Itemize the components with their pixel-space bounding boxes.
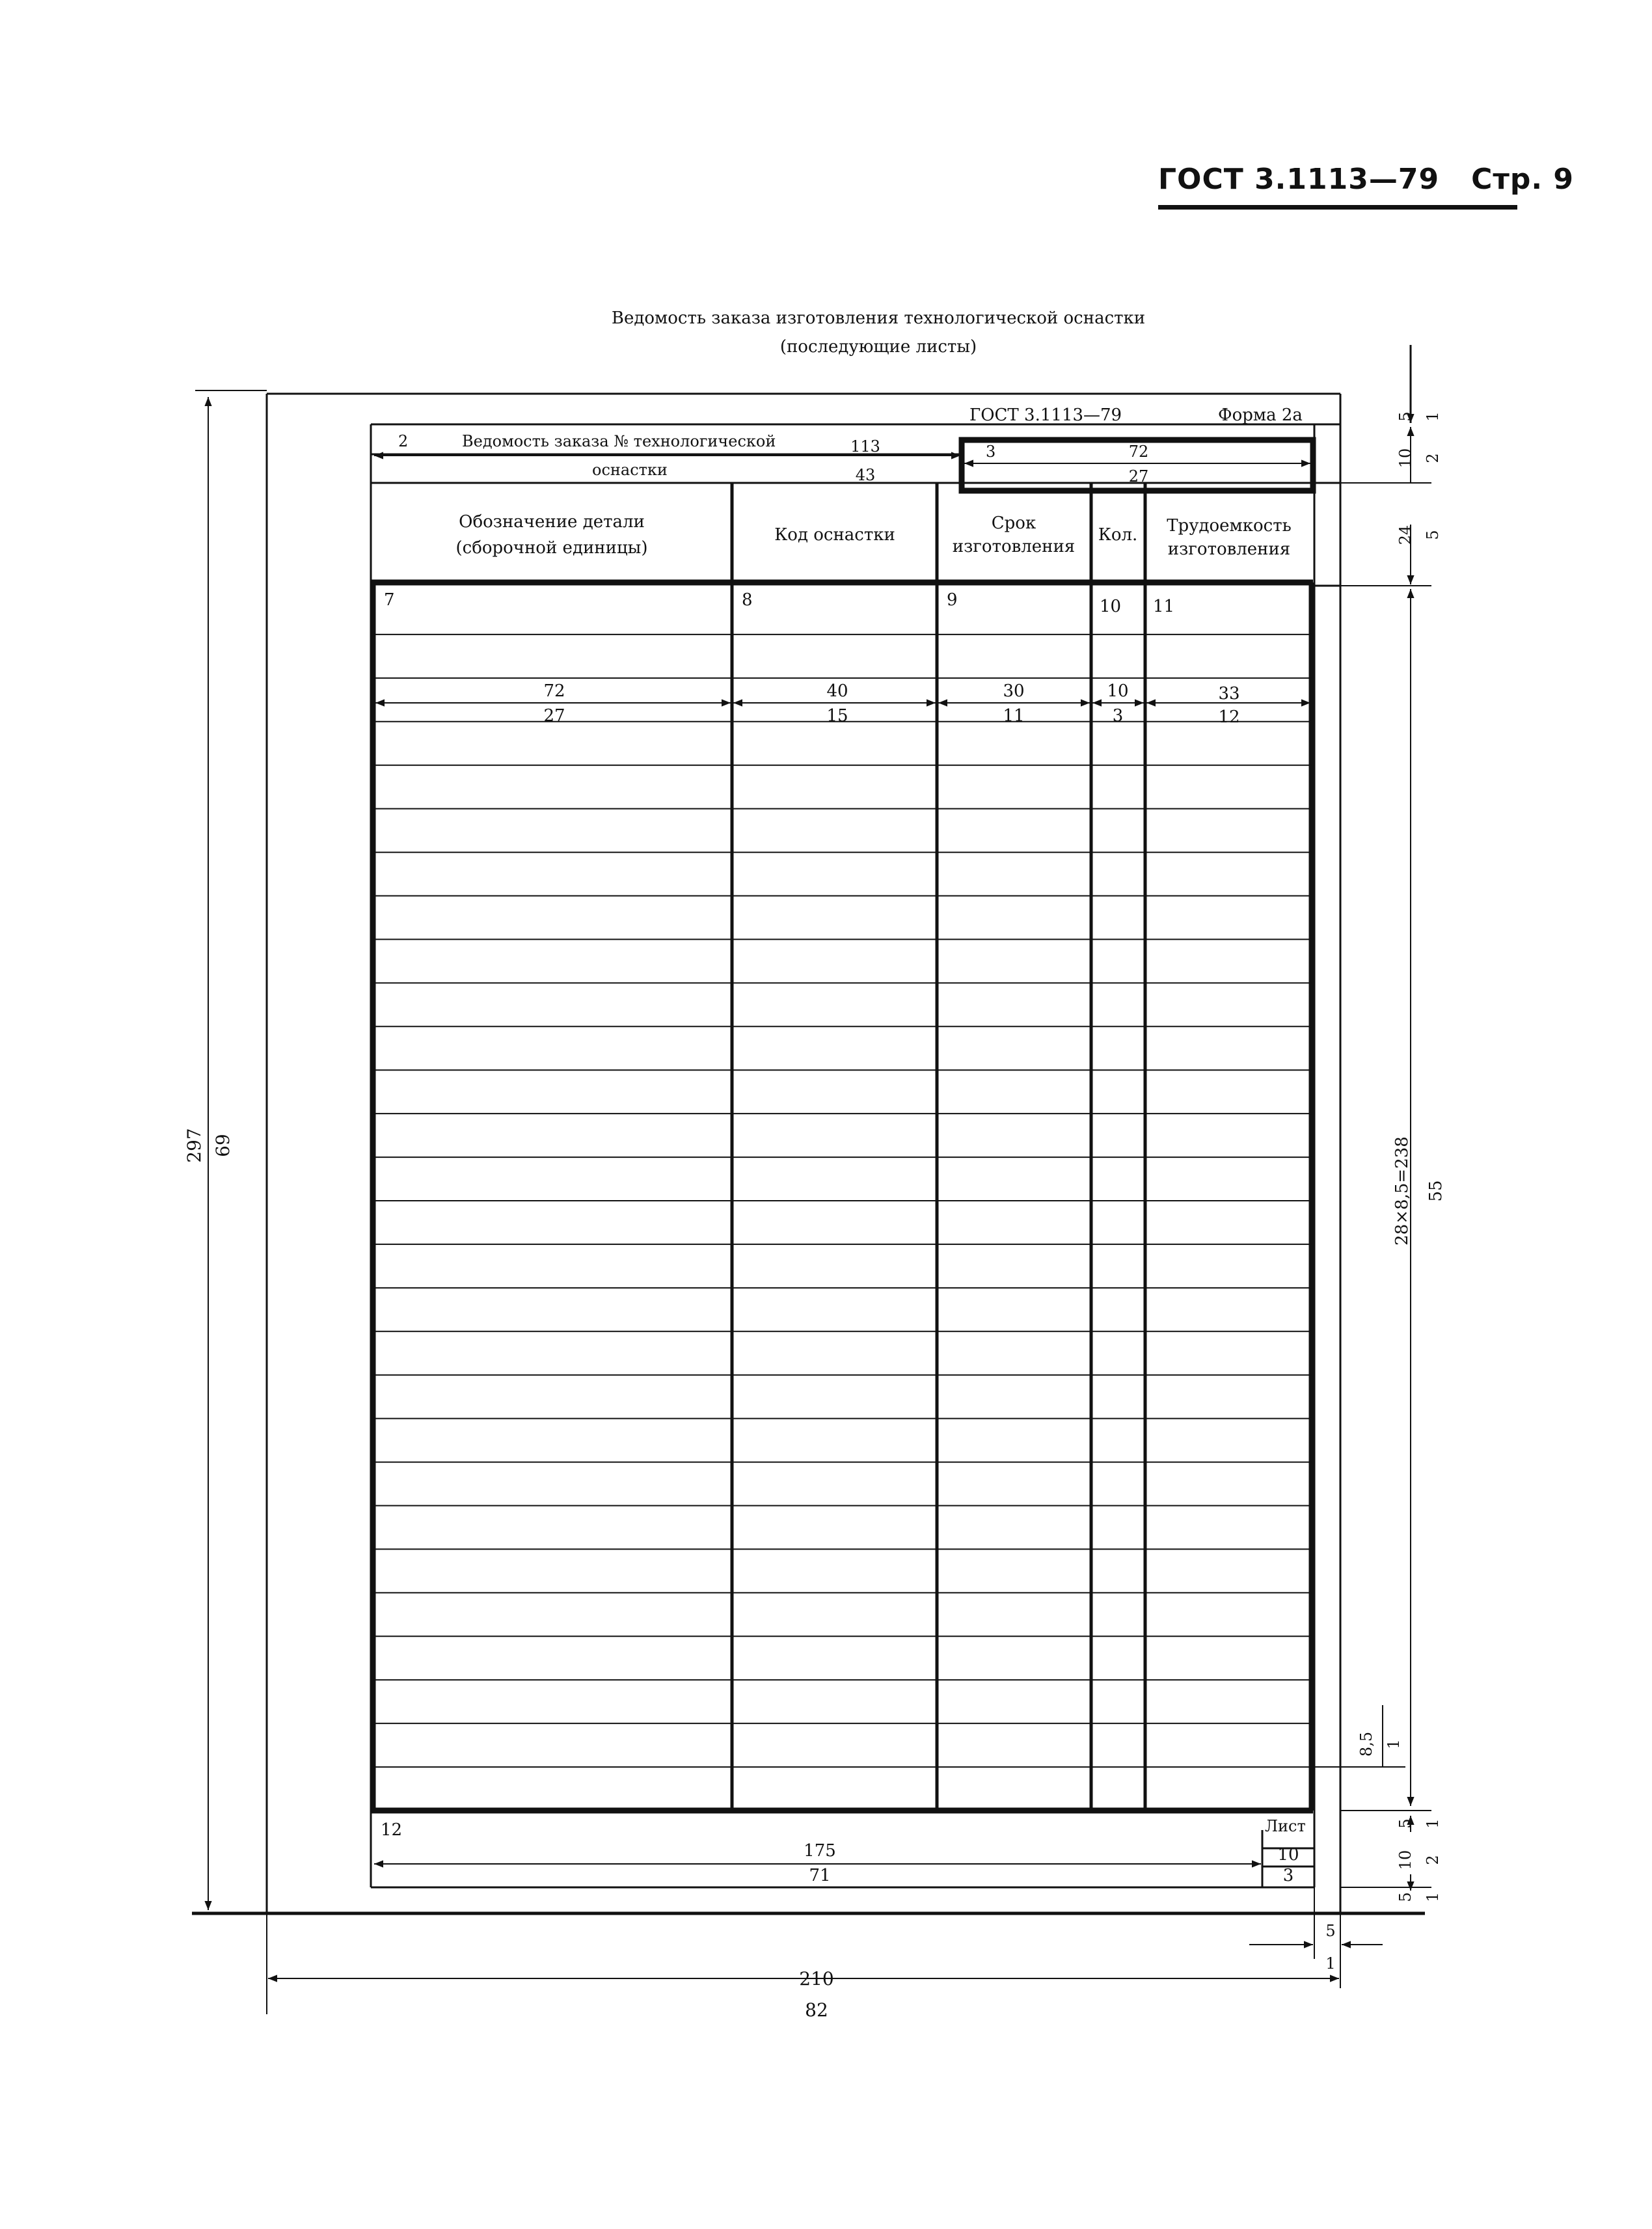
dim-top-mm: 5	[1396, 411, 1415, 422]
col10-width-mm: 10	[1107, 681, 1129, 701]
dim-head-pc: 5	[1424, 530, 1442, 540]
sheet-height-pc: 69	[212, 1134, 234, 1157]
field3-number: 3	[986, 443, 996, 461]
col11-header-line2: изготовления	[1167, 540, 1291, 559]
form-number-label: Форма 2а	[1218, 405, 1303, 425]
col7-header-line2: (сборочной единицы)	[455, 538, 648, 558]
sheet-width-mm: 10	[1277, 1845, 1299, 1865]
col9-header-line1: Срок	[991, 513, 1036, 533]
body-height-pc: 55	[1426, 1180, 1446, 1202]
col10-width-pc: 3	[1112, 706, 1124, 726]
col7-width-pc: 27	[543, 706, 565, 726]
dim-top-pc: 1	[1424, 411, 1442, 422]
sheet-height-mm: 297	[183, 1128, 205, 1163]
form-footer	[381, 1817, 1306, 1885]
field2-width-pc: 43	[855, 466, 876, 484]
col9-header-line2: изготовления	[952, 537, 1076, 556]
body-height-formula: 28×8,5=238	[1392, 1136, 1412, 1246]
document-subtitle: (последующие листы)	[779, 337, 977, 357]
footer-width-pc: 71	[809, 1866, 831, 1885]
dim-title-mm: 10	[1396, 448, 1415, 469]
col11-width-pc: 12	[1218, 707, 1240, 727]
field2-number: 2	[398, 432, 409, 450]
col8-header: Код оснастки	[774, 525, 895, 545]
col11-number: 11	[1153, 597, 1175, 616]
field2-width-mm: 113	[850, 437, 880, 456]
header-gost: ГОСТ 3.1113—79	[1158, 163, 1440, 196]
sheet-width-pc: 3	[1282, 1866, 1294, 1885]
col9-width-mm: 30	[1003, 681, 1025, 701]
sheet-width-total-mm: 210	[799, 1968, 834, 1990]
col8-width-pc: 15	[826, 706, 848, 726]
footer-width-mm: 175	[804, 1841, 836, 1861]
col11-header-line1: Трудоемкость	[1167, 516, 1292, 536]
dimension-arrows	[195, 345, 1431, 2014]
col8-width-mm: 40	[826, 681, 848, 701]
dim-footer1-pc: 1	[1424, 1818, 1442, 1829]
sheet-outline	[192, 394, 1425, 1913]
dim-footer2-pc: 2	[1424, 1855, 1442, 1865]
footer-field-number: 12	[381, 1820, 403, 1840]
dim-footer1-mm: 5	[1396, 1818, 1415, 1829]
column-numbers	[384, 590, 1174, 616]
header-page: Стр. 9	[1471, 163, 1574, 196]
col8-number: 8	[742, 590, 753, 610]
row-height-pc: 1	[1385, 1739, 1403, 1749]
col10-number: 10	[1100, 597, 1122, 616]
sheet-width-total-pc: 82	[805, 1999, 828, 2021]
col9-number: 9	[947, 590, 958, 610]
dim-footer2-mm: 10	[1396, 1850, 1415, 1870]
form-gost-label: ГОСТ 3.1113—79	[969, 405, 1122, 425]
dim-head-mm: 24	[1396, 525, 1415, 545]
bottom-margin-mm: 5	[1325, 1922, 1336, 1940]
col9-width-pc: 11	[1003, 706, 1025, 726]
form-header	[398, 405, 1303, 485]
dim-title-pc: 2	[1424, 453, 1442, 463]
field3-width-pc: 27	[1128, 467, 1149, 485]
col7-number: 7	[384, 590, 395, 610]
form-thick-borders	[371, 440, 1313, 1811]
row-height-mm: 8,5	[1357, 1731, 1375, 1757]
column-headers	[455, 512, 1291, 559]
field3-width-mm: 72	[1128, 443, 1149, 461]
dim-footer3-mm: 5	[1396, 1892, 1415, 1902]
form-frame	[371, 424, 1340, 1887]
table-body-rows	[373, 635, 1312, 1767]
bottom-margin-pc: 1	[1325, 1954, 1336, 1973]
document-title: Ведомость заказа изготовления технологической оснастки	[611, 308, 1146, 328]
col7-width-mm: 72	[543, 681, 565, 701]
field2-label-line2: оснастки	[592, 461, 668, 479]
col10-header: Кол.	[1098, 525, 1138, 545]
dim-footer3-pc: 1	[1424, 1892, 1442, 1902]
col11-width-mm: 33	[1218, 684, 1240, 704]
col7-header-line1: Обозначение детали	[459, 512, 645, 532]
sheet-label: Лист	[1265, 1817, 1306, 1835]
column-widths	[543, 681, 1239, 727]
field2-label-line1: Ведомость заказа № технологической	[462, 432, 776, 450]
